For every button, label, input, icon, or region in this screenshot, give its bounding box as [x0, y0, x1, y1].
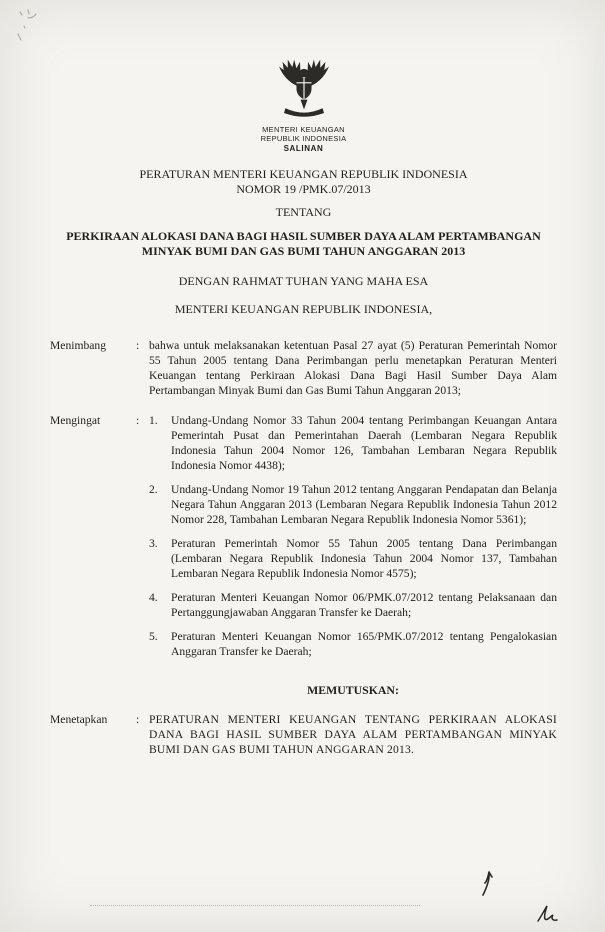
item-text: Peraturan Menteri Keuangan Nomor 165/PMK.07/2012 tentang Pengalokasian Anggaran Transfer ke Daerah; [171, 630, 557, 658]
memutuskan-heading: MEMUTUSKAN: [307, 683, 399, 697]
item-text: Undang-Undang Nomor 33 Tahun 2004 tentang Perimbangan Keuangan Antara Pemerintah Pusat dan Pemerintahan Daerah (Lembaran Negara Republik Indonesia Tahun 2004 Nomor 126, Tambahan Lembaran Negara Republik Indonesia Nomor 4438); [171, 414, 557, 472]
item-text: Peraturan Menteri Keuangan Nomor 06/PMK.07/2012 tentang Pelaksanaan dan Pertanggungjawaban Anggaran Transfer ke Daerah; [171, 591, 557, 619]
handwritten-signature-mark-icon [535, 905, 561, 930]
regulation-number: NOMOR 19 /PMK.07/2013 [236, 181, 371, 196]
legal-basis-item [149, 629, 557, 659]
ministry-country-line: REPUBLIK INDONESIA [260, 134, 347, 143]
regulation-title [50, 167, 557, 196]
invocation-line: DENGAN RAHMAT TUHAN YANG MAHA ESA [178, 274, 429, 288]
item-number: 2. [149, 483, 158, 496]
ministry-name-line: MENTERI KEUANGAN [262, 125, 345, 134]
menimbang-colon: : [136, 339, 140, 352]
menetapkan-colon: : [136, 713, 140, 726]
item-text: Undang-Undang Nomor 19 Tahun 2012 tentang Anggaran Pendapatan dan Belanja Negara Tahun Anggaran 2013 (Lembaran Negara Republik Indonesia Tahun 2012 Nomor 228, Tambahan Lembaran Negara Republik Indonesia Nomor 5361); [171, 483, 557, 526]
item-number: 5. [149, 630, 158, 643]
menetapkan-label: Menetapkan [50, 713, 108, 726]
legal-basis-item [149, 413, 557, 473]
tentang-label: TENTANG [275, 205, 332, 219]
mengingat-list [149, 413, 557, 668]
pen-scribble-artifact [14, 8, 48, 49]
copy-label: SALINAN [283, 144, 324, 153]
mengingat-label: Mengingat [50, 414, 101, 427]
legal-basis-item [149, 536, 557, 581]
item-number: 4. [149, 591, 158, 604]
menimbang-text: bahwa untuk melaksanakan ketentuan Pasal 27 ayat (5) Peraturan Pemerintah Nomor 55 Tahun 2005 tentang Dana Perimbangan perlu menetapkan Peraturan Menteri Keuangan tentang Perkiraan Alokasi Dana Bagi Hasil Sumber Daya Alam Pertambangan Minyak Bumi dan Gas Bumi Tahun Anggaran 2013; [149, 339, 557, 397]
legal-basis-item [149, 482, 557, 527]
authority-line: MENTERI KEUANGAN REPUBLIK INDONESIA, [174, 302, 433, 316]
menetapkan-text: PERATURAN MENTERI KEUANGAN TENTANG PERKIRAAN ALOKASI DANA BAGI HASIL SUMBER DAYA ALAM PERTAMBANGAN MINYAK BUMI DAN GAS BUMI TAHUN ANGGARAN 2013. [149, 713, 557, 756]
mengingat-colon: : [136, 414, 140, 427]
item-text: Peraturan Pemerintah Nomor 55 Tahun 2005 tentang Dana Perimbangan (Lembaran Negara Republik Indonesia Tahun 2004 Nomor 137, Tambahan Lembaran Negara Republik Indonesia Nomor 4575); [171, 537, 557, 580]
menetapkan-section [50, 712, 557, 757]
item-number: 3. [149, 537, 158, 550]
document-body [50, 338, 557, 757]
document-header [50, 0, 557, 153]
scan-artifact-dots [90, 905, 420, 906]
item-number: 1. [149, 414, 158, 427]
regulation-title-line1: PERATURAN MENTERI KEUANGAN REPUBLIK INDONESIA [139, 167, 468, 181]
menimbang-section [50, 338, 557, 398]
legal-basis-item [149, 590, 557, 620]
menimbang-label: Menimbang [50, 339, 107, 352]
handwritten-initial-icon [479, 869, 495, 904]
mengingat-section [50, 413, 557, 668]
garuda-pancasila-emblem-icon [275, 107, 333, 124]
regulation-subject: PERKIRAAN ALOKASI DANA BAGI HASIL SUMBER DAYA ALAM PERTAMBANGAN MINYAK BUMI DAN GAS BUMI TAHUN ANGGARAN 2013 [66, 229, 541, 258]
